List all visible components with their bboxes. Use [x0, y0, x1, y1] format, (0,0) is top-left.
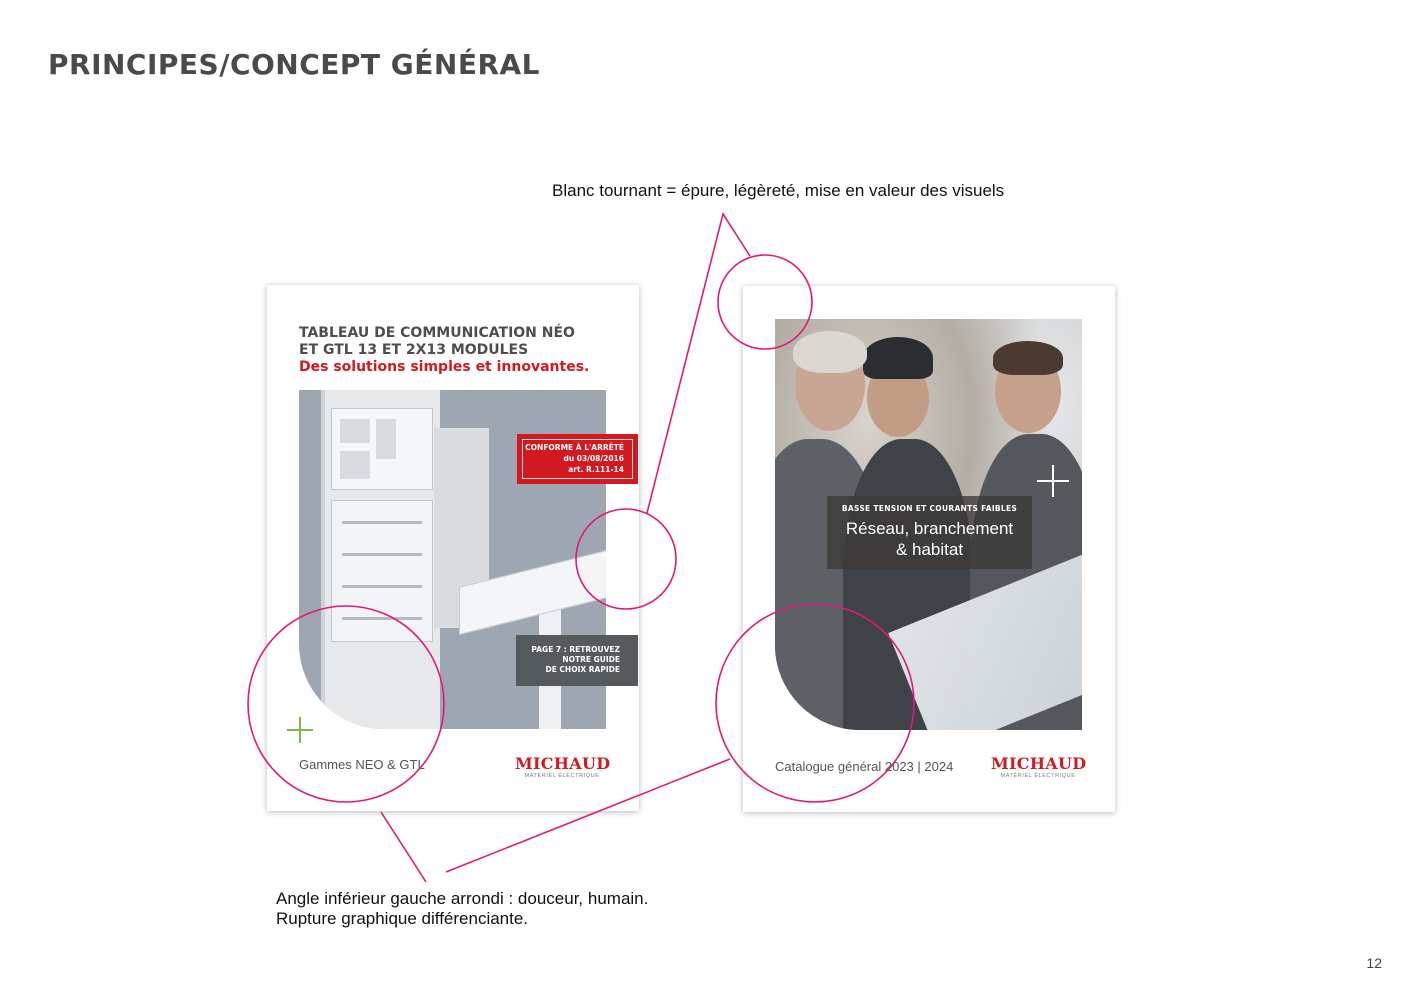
cover-left-heading-line2: ET GTL 13 ET 2X13 MODULES: [299, 342, 529, 358]
plus-icon: [1037, 465, 1069, 497]
guide-badge: [516, 635, 638, 686]
cover-right: [743, 286, 1115, 812]
annotation-bottom: [276, 889, 648, 929]
cover-right-photo: [775, 319, 1082, 730]
panel-top-compartment: [331, 408, 433, 490]
callout-line-bottom-left: [381, 812, 426, 882]
panel-product: [321, 390, 440, 729]
cover-left-footer: Gammes NEO & GTL: [299, 757, 425, 772]
logo-tagline: MATÉRIEL ÉLECTRIQUE: [1000, 773, 1076, 779]
logo-name: MICHAUD: [991, 754, 1087, 773]
cover-left-heading-line1: TABLEAU DE COMMUNICATION NÉO: [299, 325, 575, 341]
plus-icon: [287, 717, 313, 743]
cover-left-heading: [299, 325, 619, 376]
compliance-badge-line3: art. R.111-14: [568, 465, 624, 474]
michaud-logo: [991, 755, 1085, 779]
guide-badge-line1: PAGE 7 : RETROUVEZ: [531, 645, 620, 654]
page-title: PRINCIPES/CONCEPT GÉNÉRAL: [48, 48, 541, 81]
cover-right-title-box: [827, 496, 1032, 569]
panel-bottom-compartment: [331, 500, 433, 642]
cover-right-title: [827, 518, 1032, 560]
cover-left: [267, 285, 639, 811]
cover-right-kicker: BASSE TENSION ET COURANTS FAIBLES: [841, 504, 1018, 513]
compliance-badge: [517, 434, 638, 484]
guide-badge-line3: DE CHOIX RAPIDE: [545, 665, 620, 674]
cover-right-footer: Catalogue général 2023 | 2024: [775, 759, 954, 774]
logo-tagline: MATÉRIEL ÉLECTRIQUE: [524, 773, 600, 779]
michaud-logo: [515, 755, 609, 779]
compliance-badge-line2: du 03/08/2016: [563, 454, 624, 463]
cover-left-subheading: Des solutions simples et innovantes.: [299, 359, 590, 375]
compliance-badge-line1: CONFORME À L'ARRÊTÉ: [525, 443, 624, 452]
cover-right-title-line2: & habitat: [895, 540, 964, 559]
logo-name: MICHAUD: [515, 754, 611, 773]
page-number: 12: [1366, 955, 1382, 971]
annotation-bottom-line2: Rupture graphique différenciante.: [276, 909, 529, 928]
callout-line-top: [647, 214, 750, 513]
guide-badge-line2: NOTRE GUIDE: [562, 655, 620, 664]
annotation-bottom-line1: Angle inférieur gauche arrondi : douceur, humain.: [276, 889, 649, 908]
annotation-top: Blanc tournant = épure, légèreté, mise en valeur des visuels: [552, 181, 1005, 200]
cover-right-title-line1: Réseau, branchement: [845, 519, 1014, 538]
